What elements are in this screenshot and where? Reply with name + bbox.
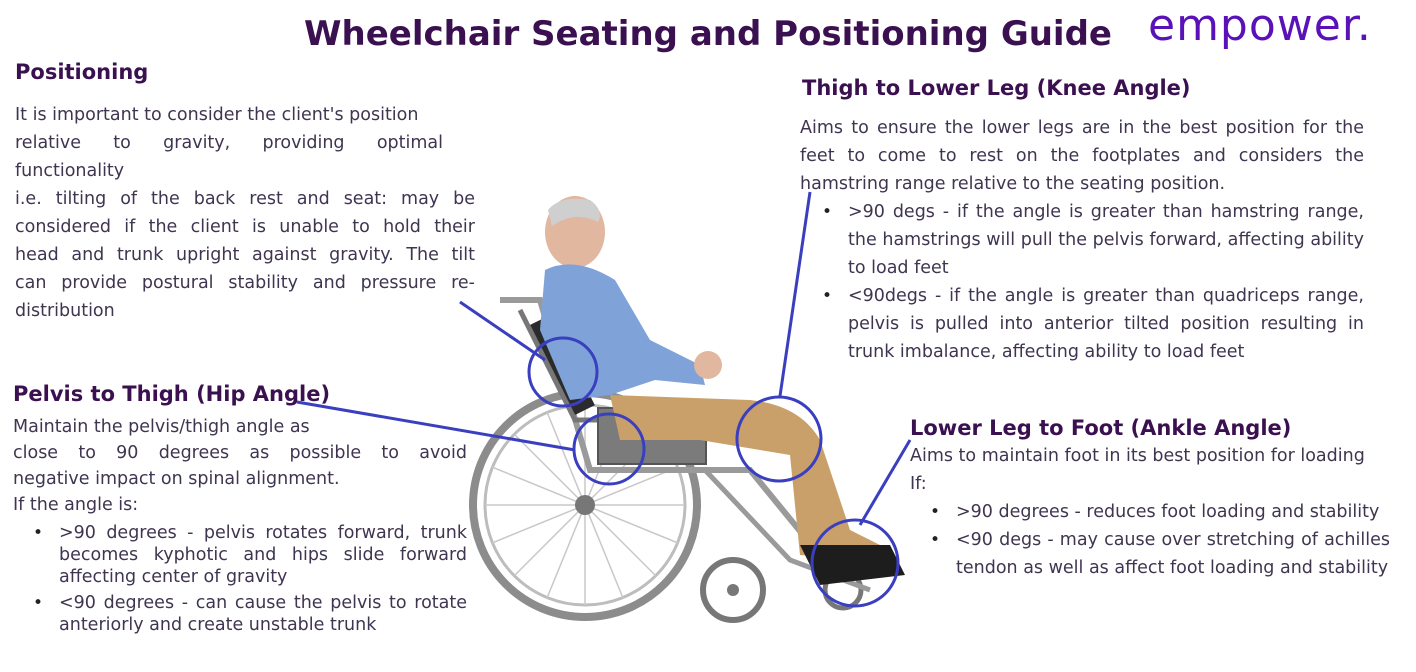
angle-callouts bbox=[297, 192, 910, 606]
positioning-line: functionality bbox=[15, 161, 125, 181]
positioning-line: can provide postural stability and pressure re- bbox=[15, 273, 475, 293]
empower-logo: empower. bbox=[1148, 0, 1372, 51]
positioning-line: i.e. tilting of the back rest and seat: may be bbox=[15, 189, 475, 209]
knee-angle-heading: Thigh to Lower Leg (Knee Angle) bbox=[802, 76, 1191, 100]
ankle-bullet: • <90 degs - may cause over stretching of achilles tendon as well as affect foot loading and stability bbox=[910, 526, 1390, 582]
knee-bullet: • <90degs - if the angle is greater than quadriceps range, pelvis is pulled into anterior tilted position resulting in trunk imbalance, affecting ability to load feet bbox=[802, 282, 1364, 366]
hip-line: negative impact on spinal alignment. bbox=[13, 469, 340, 489]
positioning-line: relative to gravity, providing optimal bbox=[15, 133, 443, 153]
ankle-bullet: • >90 degrees - reduces foot loading and stability bbox=[910, 498, 1390, 526]
hip-bullet: • <90 degrees - can cause the pelvis to rotate anteriorly and create unstable trunk bbox=[13, 592, 467, 636]
ankle-line: Aims to maintain foot in its best position for loading bbox=[910, 446, 1365, 466]
ankle-line: If: bbox=[910, 474, 927, 494]
hip-line: close to 90 degrees as possible to avoid bbox=[13, 443, 467, 463]
positioning-line: head and trunk upright against gravity. The tilt bbox=[15, 245, 475, 265]
hip-line: Maintain the pelvis/thigh angle as bbox=[13, 417, 310, 437]
positioning-line: It is important to consider the client's position bbox=[15, 105, 419, 125]
page-title: Wheelchair Seating and Positioning Guide bbox=[304, 14, 1112, 54]
positioning-heading: Positioning bbox=[15, 60, 149, 84]
hip-line: If the angle is: bbox=[13, 495, 139, 515]
hip-bullet: • >90 degrees - pelvis rotates forward, trunk becomes kyphotic and hips slide forward affecting center of gravity bbox=[13, 522, 467, 588]
ankle-angle-heading: Lower Leg to Foot (Ankle Angle) bbox=[910, 416, 1292, 440]
knee-angle-text: Aims to ensure the lower legs are in the best position for the feet to come to rest on the footplates and considers the hamstring range relative to the seating position. bbox=[800, 118, 1364, 194]
positioning-line: distribution bbox=[15, 301, 115, 321]
positioning-line: considered if the client is unable to hold their bbox=[15, 217, 475, 237]
knee-bullet: • >90 degs - if the angle is greater than hamstring range, the hamstrings will pull the pelvis forward, affecting ability to load feet bbox=[802, 198, 1364, 282]
seated-man bbox=[540, 196, 905, 585]
hip-angle-heading: Pelvis to Thigh (Hip Angle) bbox=[13, 382, 331, 406]
